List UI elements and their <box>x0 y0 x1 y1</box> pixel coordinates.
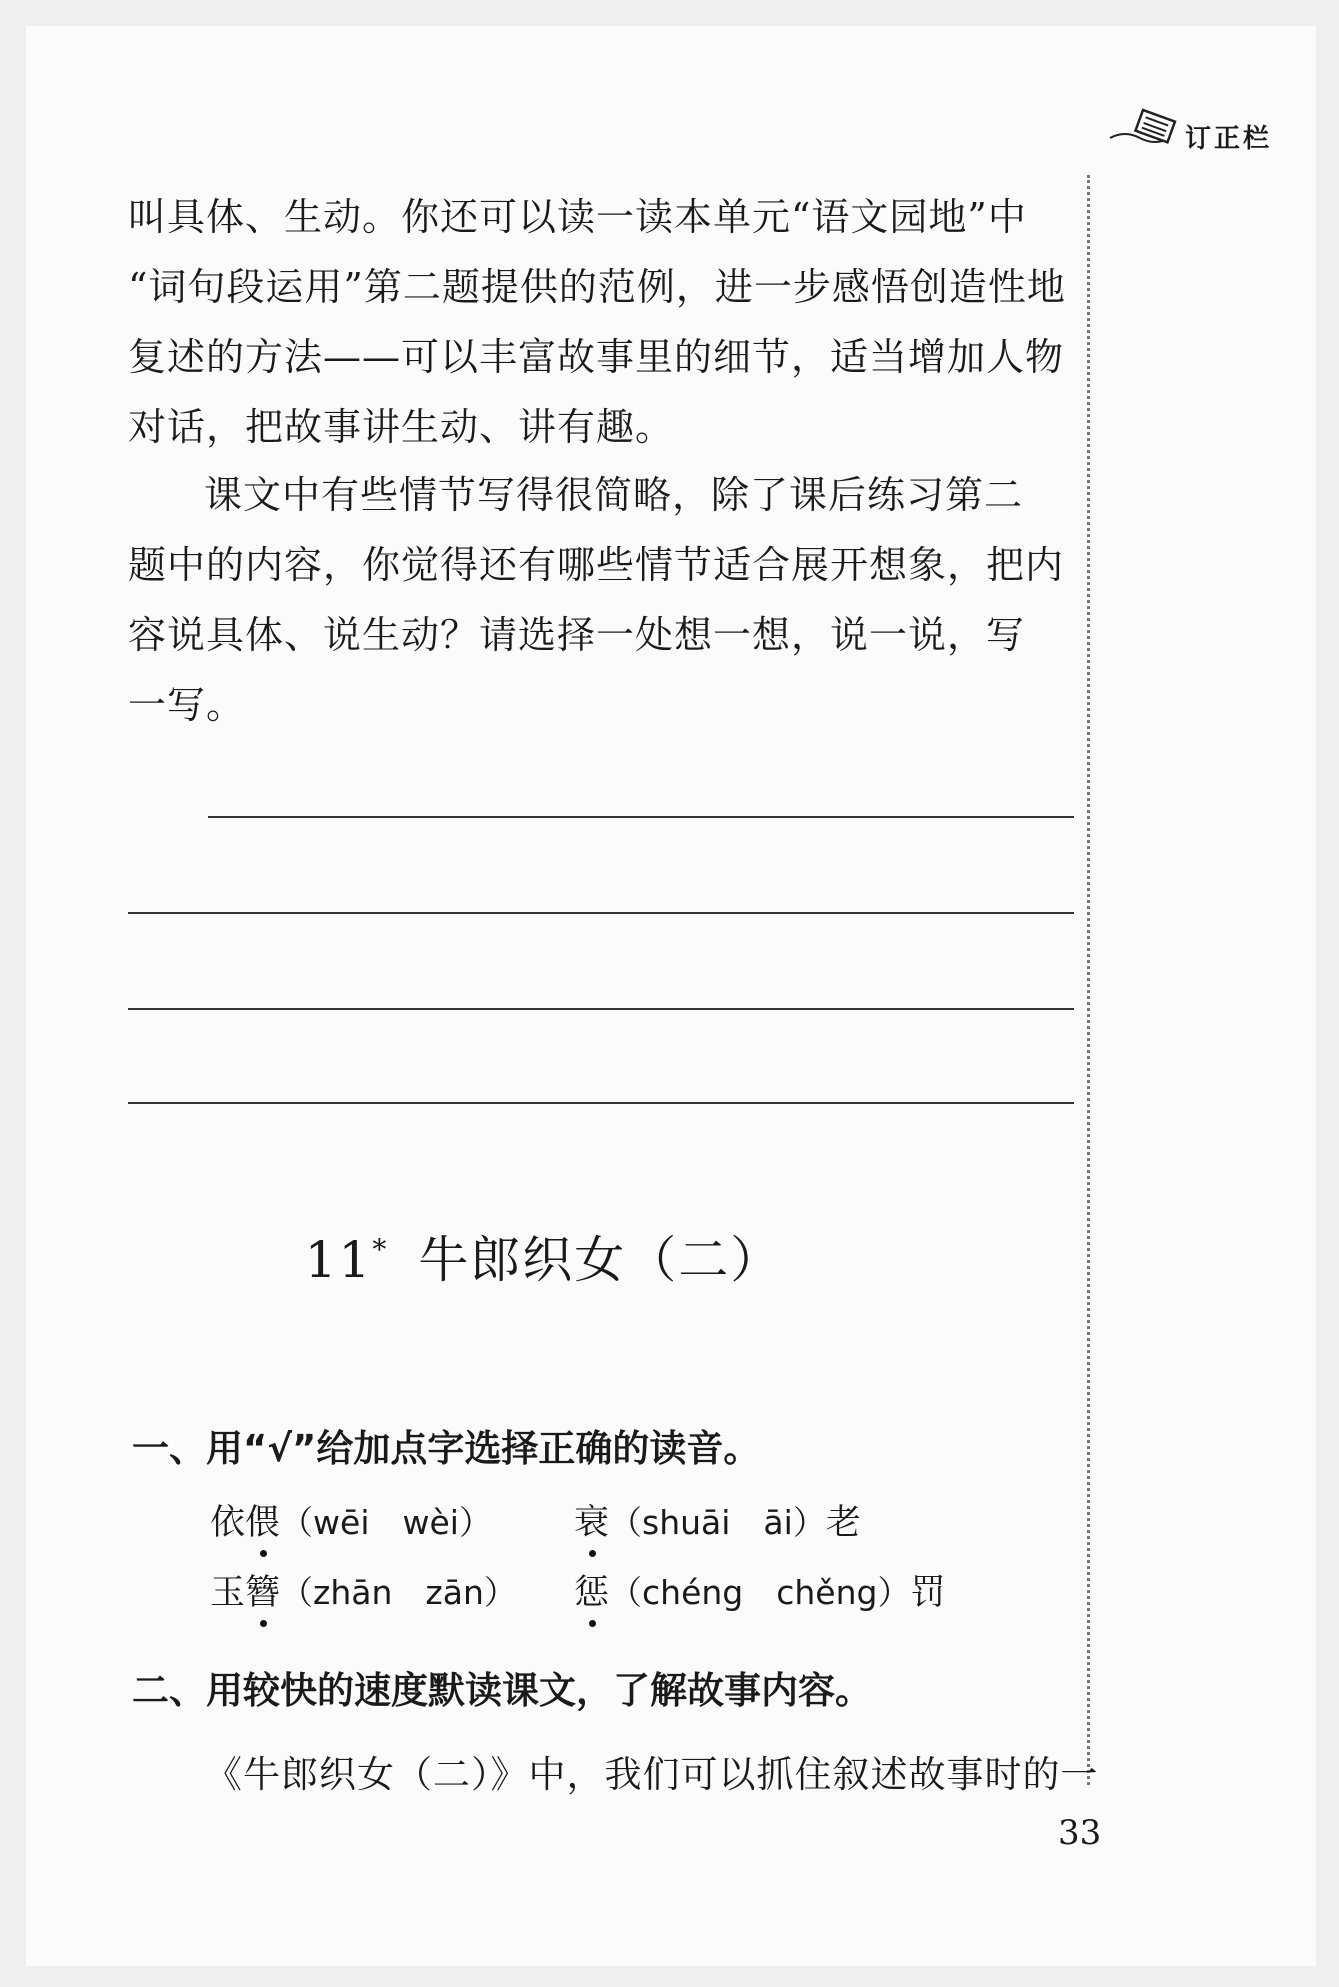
pinyin-options: （shuāi āi） <box>609 1503 826 1542</box>
answer-line[interactable] <box>128 1008 1074 1010</box>
pinyin-item[interactable]: 玉簪（zhān zān） <box>210 1573 517 1613</box>
dotted-char: 偎 <box>245 1503 281 1543</box>
lesson-number: 11 <box>304 1231 373 1289</box>
pinyin-options: （chéng chěng） <box>609 1573 911 1612</box>
text-line: 课文中有些情节写得很简略，除了课后练习第二 <box>204 473 1024 517</box>
question-2-text: 《牛郎织女（二）》中，我们可以抓住叙述故事时的一 <box>205 1753 1099 1796</box>
pinyin-options: （zhān zān） <box>280 1573 517 1612</box>
text-line: 题中的内容，你觉得还有哪些情节适合展开想象，把内 <box>128 543 1065 587</box>
text-line: “词句段运用”第二题提供的范例，进一步感悟创造性地 <box>128 265 1066 309</box>
lesson-name: 牛郎织女（二） <box>418 1231 783 1289</box>
pinyin-item[interactable]: 衰（shuāi āi）老 <box>574 1503 861 1543</box>
paragraph-1 <box>128 182 1073 462</box>
text-line: 容说具体、说生动？请选择一处想一想，说一说，写 <box>128 613 1026 657</box>
lesson-mark: * <box>372 1233 389 1267</box>
text-line: 对话，把故事讲生动、讲有趣。 <box>128 405 675 449</box>
answer-line[interactable] <box>128 912 1074 914</box>
page-number: 33 <box>1058 1813 1102 1853</box>
question-2-heading: 二、用较快的速度默读课文，了解故事内容。 <box>132 1669 872 1712</box>
correction-label: 订正栏 <box>1185 124 1273 154</box>
pinyin-item[interactable]: 惩（chéng chěng）罚 <box>574 1573 946 1613</box>
text-line: 叫具体、生动。你还可以读一读本单元“语文园地”中 <box>128 195 1027 239</box>
paragraph-2 <box>128 460 1073 740</box>
correction-divider <box>1087 175 1090 1785</box>
text-line: 一写。 <box>128 683 246 727</box>
pinyin-options: （wēi wèi） <box>280 1503 492 1542</box>
answer-line[interactable] <box>128 1102 1074 1104</box>
answer-line[interactable] <box>208 816 1074 818</box>
correction-column-header <box>1105 100 1315 160</box>
pinyin-item[interactable]: 依偎（wēi wèi） <box>210 1503 492 1543</box>
dotted-char: 衰 <box>574 1503 610 1543</box>
lesson-title <box>0 1220 1087 1292</box>
dotted-char: 惩 <box>574 1573 610 1613</box>
dotted-char: 簪 <box>245 1573 281 1613</box>
text-line: 复述的方法——可以丰富故事里的细节，适当增加人物 <box>128 335 1065 379</box>
question-1-heading: 一、用“√”给加点字选择正确的读音。 <box>132 1427 761 1470</box>
